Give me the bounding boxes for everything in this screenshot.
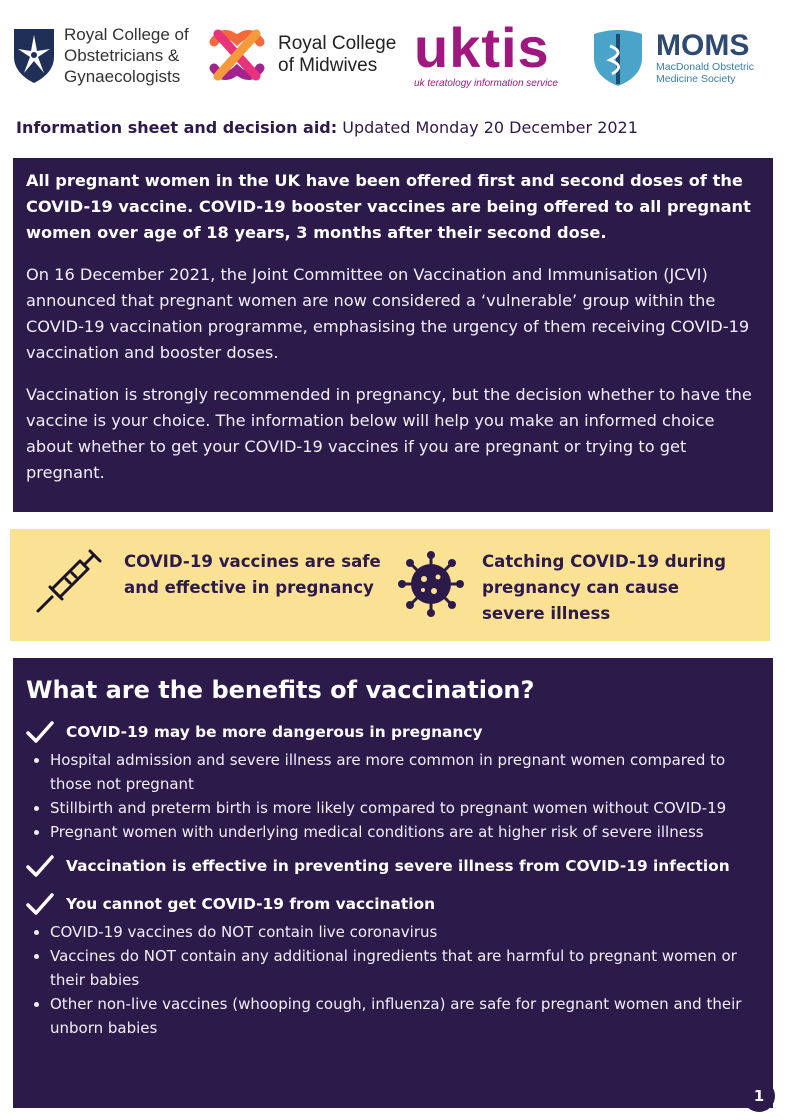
callout-text-covid: Catching COVID-19 during pregnancy can cause severe illness bbox=[482, 552, 727, 623]
uktis-logo bbox=[414, 16, 558, 89]
benefit-heading-text: COVID-19 may be more dangerous in pregnancy bbox=[66, 723, 483, 741]
rcog-line-1: Royal College of bbox=[64, 25, 189, 44]
benefit-bullets-cannot-get bbox=[26, 920, 759, 1040]
list-item: • Vaccines do NOT contain any additional ingredients that are harmful to pregnant women or their babies bbox=[50, 944, 759, 992]
benefit-heading-cannot-get bbox=[26, 892, 759, 916]
rcog-line-2: Obstetricians & bbox=[64, 46, 180, 65]
updated-date: Updated Monday 20 December 2021 bbox=[342, 118, 638, 137]
intro-paragraph-choice: Vaccination is strongly recommended in pregnancy, but the decision whether to have the vaccine is your choice. The information below will help you make an informed choice about whether to get your COVID-19 vaccines if you are pregnant or trying to get pregnant. bbox=[26, 385, 752, 482]
logo-bar bbox=[0, 0, 788, 110]
uktis-wordmark: uktis bbox=[414, 16, 550, 79]
callout-text-vaccine: COVID-19 vaccines are safe and effective in pregnancy bbox=[124, 552, 381, 597]
intro-panel bbox=[13, 158, 773, 512]
info-sheet-label: Information sheet and decision aid: bbox=[16, 118, 338, 137]
benefits-title: What are the benefits of vaccination? bbox=[26, 676, 535, 704]
syringe-icon bbox=[34, 549, 108, 615]
checkmark-icon bbox=[26, 721, 54, 743]
intro-paragraph-jcvi: On 16 December 2021, the Joint Committee on Vaccination and Immunisation (JCVI) announced that pregnant women are now considered a ‘vulnerable’ group within the COVID-19 vaccination programme, emphasising the urgency of them receiving COVID-19 vaccination and booster doses. bbox=[26, 265, 750, 362]
moms-caduceus-shield-icon bbox=[590, 28, 646, 88]
benefit-heading-text: Vaccination is effective in preventing severe illness from COVID-19 infection bbox=[66, 857, 730, 875]
benefit-bullets-dangerous bbox=[26, 748, 759, 844]
callout-vaccine-safe bbox=[34, 549, 386, 615]
benefit-heading-text: You cannot get COVID-19 from vaccination bbox=[66, 895, 436, 913]
benefit-heading-effective bbox=[26, 854, 759, 878]
rcm-knot-icon bbox=[204, 22, 270, 88]
rcog-logo bbox=[12, 24, 189, 87]
checkmark-icon bbox=[26, 855, 54, 877]
uktis-subtitle: uk teratology information service bbox=[414, 78, 558, 89]
moms-sub-line-1: MacDonald Obstetric bbox=[656, 61, 755, 73]
intro-lead: All pregnant women in the UK have been offered first and second doses of the COVID-19 vaccine. COVID-19 booster vaccines are being offered to all pregnant women over age of 18 years, 3 months after their second dose. bbox=[26, 171, 751, 242]
key-facts-callout bbox=[10, 529, 770, 641]
rcog-line-3: Gynaecologists bbox=[64, 67, 181, 86]
benefits-panel bbox=[13, 658, 773, 1108]
checkmark-icon bbox=[26, 893, 54, 915]
moms-wordmark: MOMS bbox=[656, 29, 750, 62]
rcog-shield-icon bbox=[12, 27, 56, 85]
rcm-logo bbox=[204, 22, 396, 88]
info-sheet-line bbox=[16, 118, 638, 137]
page-number: 1 bbox=[743, 1080, 775, 1112]
list-item: • COVID-19 vaccines do NOT contain live coronavirus bbox=[50, 920, 759, 944]
benefit-heading-dangerous bbox=[26, 720, 759, 744]
list-item: • Other non-live vaccines (whooping cough, influenza) are safe for pregnant women and their unborn babies bbox=[50, 992, 759, 1040]
list-item: • Hospital admission and severe illness are more common in pregnant women compared to those not pregnant bbox=[50, 748, 759, 796]
moms-logo bbox=[590, 28, 754, 88]
virus-icon bbox=[396, 549, 466, 619]
list-item: • Pregnant women with underlying medical conditions are at higher risk of severe illness bbox=[50, 820, 759, 844]
moms-sub-line-2: Medicine Society bbox=[656, 73, 736, 85]
callout-covid-severe bbox=[396, 549, 744, 627]
list-item: • Stillbirth and preterm birth is more likely compared to pregnant women without COVID-19 bbox=[50, 796, 759, 820]
rcm-line-2: of Midwives bbox=[278, 55, 378, 76]
rcm-line-1: Royal College bbox=[278, 33, 397, 54]
